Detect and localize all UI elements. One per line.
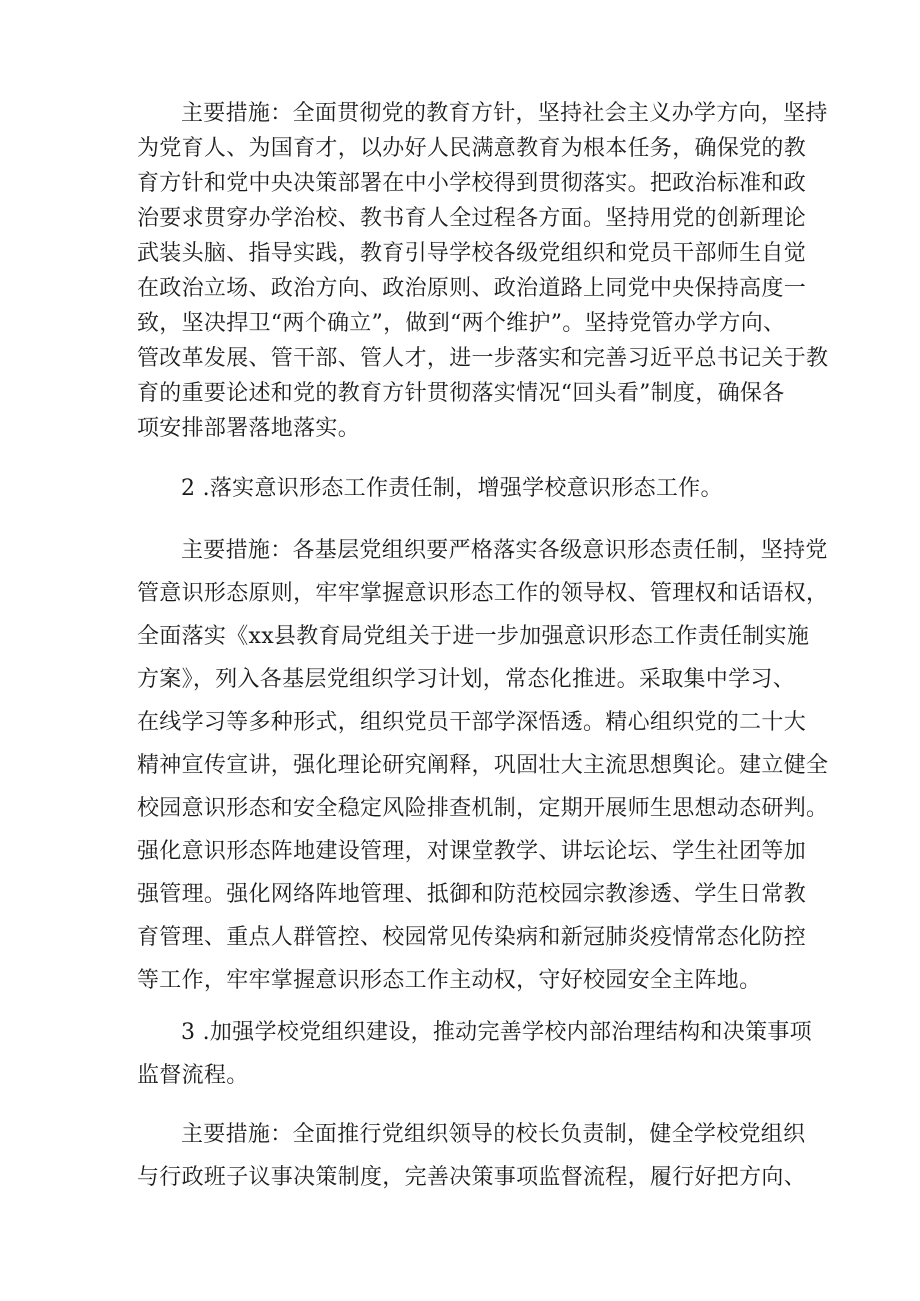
section-heading-3-cont: 监督流程。 bbox=[137, 1063, 249, 1088]
paragraph-line: 全面落实《xx县教育局党组关于进一步加强意识形态工作责任制实施 bbox=[137, 624, 810, 649]
paragraph-line: 主要措施：各基层党组织要严格落实各级意识形态责任制，坚持党 bbox=[181, 538, 828, 563]
paragraph-line: 在线学习等多种形式，组织党员干部学深悟透。精心组织党的二十大 bbox=[137, 710, 807, 735]
paragraph-line: 方案》，列入各基层党组织学习计划，常态化推进。采取集中学习、 bbox=[137, 667, 796, 692]
paragraph-line: 管改革发展、管干部、管人才，进一步落实和完善习近平总书记关于教 bbox=[137, 346, 829, 371]
section-heading-2: 2 .落实意识形态工作责任制，增强学校意识形态工作。 bbox=[181, 476, 723, 501]
paragraph-line: 致，坚决捍卫“两个确立”，做到“两个维护”。坚持党管办学方向、 bbox=[137, 311, 786, 336]
paragraph-line: 为党育人、为国育才，以办好人民满意教育为根本任务，确保党的教 bbox=[137, 136, 807, 161]
paragraph-line: 强管理。强化网络阵地管理、抵御和防范校园宗教渗透、学生日常教 bbox=[137, 882, 807, 907]
section-heading-3: 3 .加强学校党组织建设，推动完善学校内部治理结构和决策事项 bbox=[181, 1020, 812, 1045]
paragraph-line: 等工作，牢牢掌握意识形态工作主动权，守好校园安全主阵地。 bbox=[137, 968, 762, 993]
paragraph-line: 育的重要论述和党的教育方针贯彻落实情况“回头看”制度，确保各 bbox=[137, 381, 785, 406]
paragraph-line: 武装头脑、指导实践，教育引导学校各级党组织和党员干部师生自觉 bbox=[137, 241, 807, 266]
paragraph-line: 育方针和党中央决策部署在中小学校得到贯彻落实。把政治标准和政 bbox=[137, 171, 807, 196]
paragraph-line: 主要措施：全面贯彻党的教育方针，坚持社会主义办学方向，坚持 bbox=[181, 101, 828, 126]
paragraph-line: 强化意识形态阵地建设管理，对课堂教学、讲坛论坛、学生社团等加 bbox=[137, 839, 807, 864]
paragraph-line: 在政治立场、政治方向、政治原则、政治道路上同党中央保持高度一 bbox=[137, 276, 807, 301]
paragraph-line: 精神宣传宣讲，强化理论研究阐释，巩固壮大主流思想舆论。建立健全 bbox=[137, 753, 829, 778]
paragraph-line: 校园意识形态和安全稳定风险排查机制，定期开展师生思想动态研判。 bbox=[137, 796, 829, 821]
paragraph-line: 项安排部署落地落实。 bbox=[137, 416, 361, 441]
paragraph-line: 治要求贯穿办学治校、教书育人全过程各方面。坚持用党的创新理论 bbox=[137, 206, 807, 231]
paragraph-line: 主要措施：全面推行党组织领导的校长负责制，健全学校党组织 bbox=[181, 1122, 806, 1147]
paragraph-line: 育管理、重点人群管控、校园常见传染病和新冠肺炎疫情常态化防控 bbox=[137, 925, 807, 950]
paragraph-line: 管意识形态原则，牢牢掌握意识形态工作的领导权、管理权和话语权， bbox=[137, 581, 829, 606]
paragraph-line: 与行政班子议事决策制度，完善决策事项监督流程，履行好把方向、 bbox=[137, 1165, 807, 1190]
